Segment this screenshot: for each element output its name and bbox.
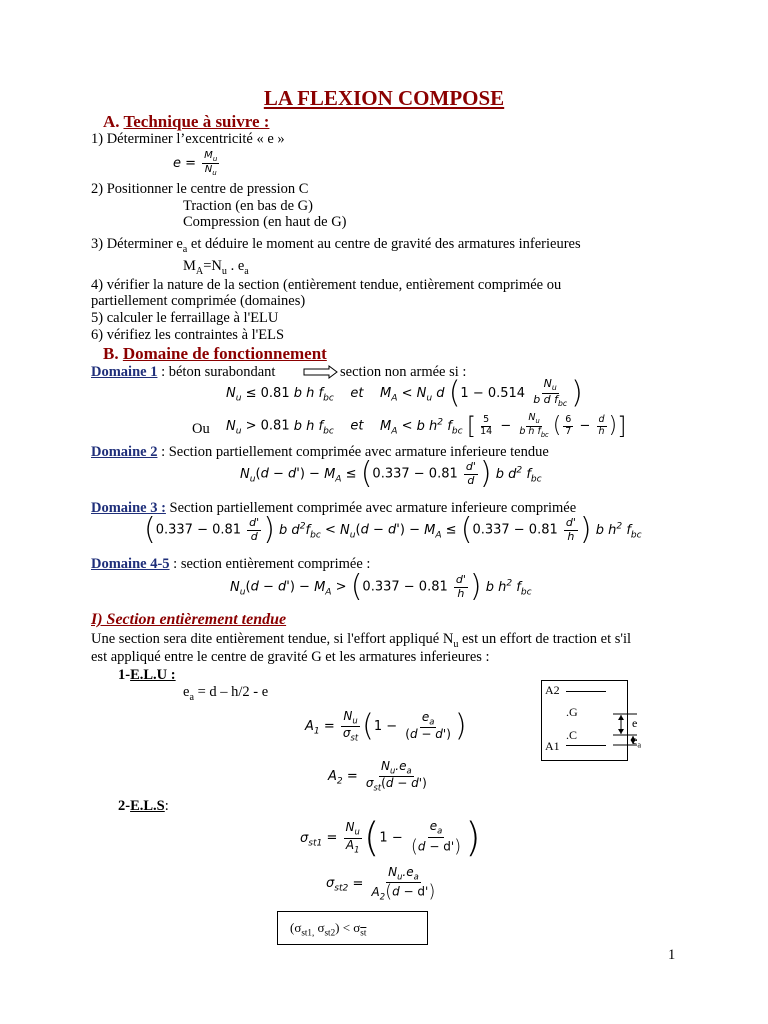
formula-sigma-st1: $\sigma_{st1}$ = $\frac{N_u}{A_1}$ (1 − $\frac{e_a}{(d - d')}$ ) — [300, 815, 481, 861]
step-2-traction: Traction (en bas de G) — [183, 198, 313, 214]
step-1: 1) Déterminer l’excentricité « e » — [91, 131, 285, 147]
step-5: 5) calculer le ferraillage à l'ELU — [91, 310, 279, 326]
section-a-heading — [103, 112, 269, 132]
section-b-label: Domaine de fonctionnement — [122, 344, 327, 363]
domain-1-tail: section non armée si : — [340, 364, 467, 380]
formula-domain-1a: $N_u \le 0.81$ b h $f_{bc}$ et $M_A < N_u$ d (1 − 0.514 $\frac{N_u}{b d f_{bc}}$ ) — [226, 375, 583, 411]
formula-a1: $A_1$ = $\frac{N_u}{\sigma_{st}}$ (1 − $\frac{e_a}{(d - d')}$ ) — [305, 708, 467, 744]
diagram-c: .C — [566, 728, 578, 742]
ea-equation: $e_a = d - h/2 - e$ — [183, 684, 269, 703]
section-i-p2: est appliqué entre le centre de gravité G et les armatures inferieures : — [91, 649, 490, 665]
formula-e: e = $\frac{M_u}{N_u}$ — [173, 150, 218, 178]
diagram-a1: A1 — [545, 739, 560, 753]
step-2: 2) Positionner le centre de pression C — [91, 181, 309, 197]
ma-equation: $M_A=N_u$ . $e_a$ — [183, 258, 249, 277]
step-4b: partiellement comprimée (domaines) — [91, 293, 306, 309]
stress-check-box — [277, 911, 428, 945]
formula-domain-1b: $N_u > 0.81$ b h $f_{bc}$ et $M_A < b$ $h^2$ $f_{bc}$ [ $\frac{5}{14}$ − $\frac{N_u}{b h f_{bc}}$ ( $\frac{6}{7}$ − $\frac{d}{h}$ )] — [226, 412, 627, 441]
formula-a2: $A_2$ = $\frac{N_u.e_a}{\sigma_{st}(d - d')}$ — [328, 759, 427, 793]
stress-check-text: ($\sigma_{st1,}$ $\sigma_{st2}) < \sigma_{\overline{st}}$ — [290, 920, 367, 938]
diagram-a2: A2 — [545, 683, 560, 697]
domain-45-line: Domaine 4-5 : section entièrement comprimée : — [91, 556, 371, 572]
domain-45-label: Domaine 4-5 — [91, 556, 170, 572]
step-6: 6) vérifiez les contraintes à l'ELS — [91, 327, 285, 343]
formula-domain-45: $N_u(d - d') - M_A > (0.337 - 0.81$ $\frac{d'}{h}$ ) b $h^2$ $f_{bc}$ — [230, 569, 532, 604]
section-b-num: B. — [103, 344, 119, 363]
section-i-title: I) Section entièrement tendue — [91, 611, 287, 628]
formula-sigma-st2: $\sigma_{st2}$ = $\frac{N_u.e_a}{A_2(d - d')}$ — [326, 865, 436, 903]
diagram-ea: $e_a$ — [632, 733, 642, 750]
diagram-a1-line — [566, 745, 606, 746]
domain-2-line: Domaine 2 : Section partiellement comprimée avec armature inferieure tendue — [91, 444, 549, 460]
domain-3-line: Domaine 3 : Section partiellement comprimée avec armature inferieure comprimée — [91, 500, 577, 516]
els-heading: 2-E.L.S: — [118, 798, 169, 814]
domain-1-line: Domaine 1 : béton surabondant — [91, 364, 276, 380]
domain-2-label: Domaine 2 — [91, 444, 158, 460]
formula-domain-2: $N_u(d - d') - M_A \le (0.337 - 0.81$ $\frac{d'}{d}$ ) b $d^2$ $f_{bc}$ — [240, 456, 542, 491]
diagram-g: .G — [566, 705, 578, 719]
diagram-e: e — [632, 716, 638, 730]
elu-heading: 1-E.L.U : — [118, 667, 176, 683]
section-b-heading — [103, 344, 327, 364]
step-4a: 4) vérifier la nature de la section (entièrement tendue, entièrement comprimée ou — [91, 277, 562, 293]
implies-arrow-icon — [303, 365, 339, 379]
domain-3-label: Domaine 3 : — [91, 500, 166, 516]
step-2-compression: Compression (en haut de G) — [183, 214, 347, 230]
formula-domain-3: (0.337 − 0.81 $\frac{d'}{d}$ ) b $d^2f_{bc} < N_u(d - d') - M_A \le (0.337 - 0.81$ $\frac{d'}{h}$ ) b $h^2$ $f_{bc}$ — [144, 512, 642, 547]
page-number: 1 — [668, 947, 676, 963]
ou-label: Ou — [192, 421, 210, 437]
section-a-label: Technique à suivre : — [123, 112, 270, 131]
section-a-num: A. — [103, 112, 120, 131]
step-3: 3) Déterminer $e_a$ et déduire le moment au centre de gravité des armatures inferieures — [91, 236, 581, 255]
diagram-a2-line — [566, 691, 606, 692]
section-i-p1: Une section sera dite entièrement tendue, si l'effort appliqué $N_u$ est un effort de traction et s'il — [91, 631, 632, 650]
page-title: LA FLEXION COMPOSE — [263, 86, 505, 110]
domain-1-label: Domaine 1 — [91, 364, 158, 380]
